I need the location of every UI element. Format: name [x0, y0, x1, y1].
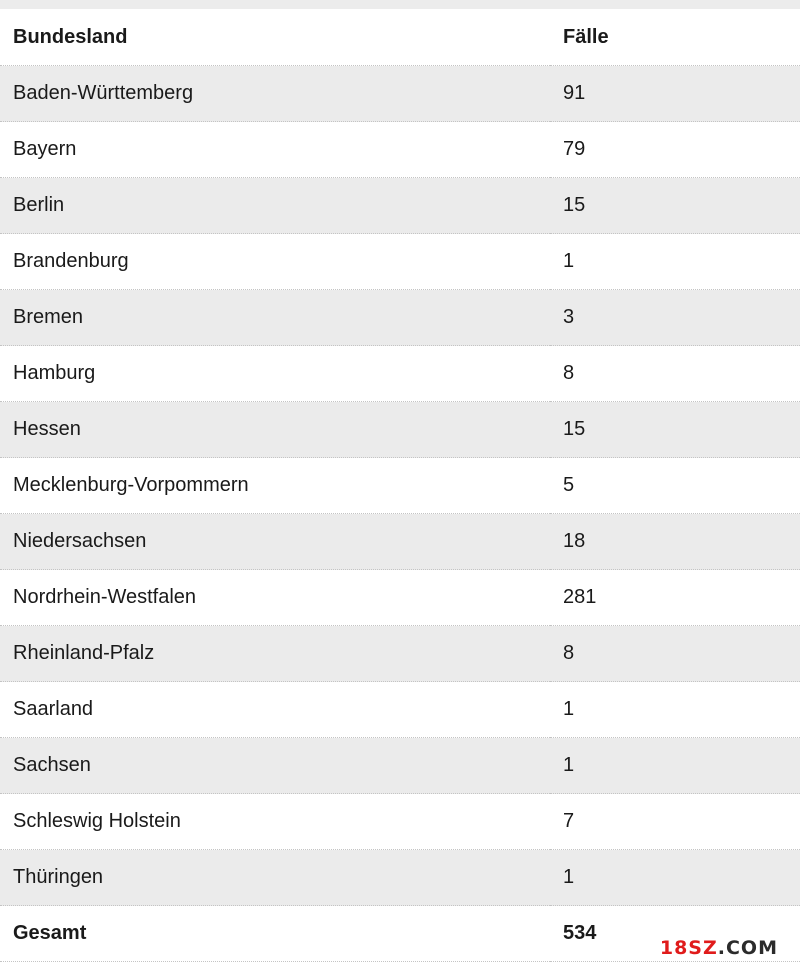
header-cases: Fälle: [550, 9, 800, 66]
table-row: [0, 234, 800, 290]
state-name: Bremen: [0, 290, 550, 346]
top-strip: [0, 0, 800, 9]
case-count: 18: [550, 514, 800, 570]
state-name: Hamburg: [0, 346, 550, 402]
table-row: [0, 794, 800, 850]
state-name: Sachsen: [0, 738, 550, 794]
table-header-row: [0, 9, 800, 66]
state-name: Hessen: [0, 402, 550, 458]
case-count: 8: [550, 346, 800, 402]
watermark-suffix: .COM: [717, 937, 778, 959]
case-count: 15: [550, 178, 800, 234]
table-row: [0, 626, 800, 682]
state-name: Nordrhein-Westfalen: [0, 570, 550, 626]
case-count: 7: [550, 794, 800, 850]
case-count: 1: [550, 850, 800, 906]
total-value: 534: [550, 906, 800, 962]
header-state: Bundesland: [0, 9, 550, 66]
table-row: [0, 122, 800, 178]
table-row: [0, 66, 800, 122]
table-row: [0, 402, 800, 458]
state-name: Mecklenburg-Vorpommern: [0, 458, 550, 514]
case-count: 1: [550, 234, 800, 290]
cases-by-state-table: [0, 9, 800, 962]
case-count: 5: [550, 458, 800, 514]
case-count: 1: [550, 738, 800, 794]
table-row: [0, 178, 800, 234]
total-label: Gesamt: [0, 906, 550, 962]
table-row: [0, 738, 800, 794]
state-name: Saarland: [0, 682, 550, 738]
table-row: [0, 290, 800, 346]
watermark-digits: 18SZ: [659, 937, 718, 959]
table-row: [0, 850, 800, 906]
case-count: 281: [550, 570, 800, 626]
state-name: Brandenburg: [0, 234, 550, 290]
table-row: [0, 682, 800, 738]
table-row: [0, 514, 800, 570]
case-count: 1: [550, 682, 800, 738]
table-row: [0, 570, 800, 626]
state-name: Schleswig Holstein: [0, 794, 550, 850]
table-row: [0, 458, 800, 514]
state-name: Rheinland-Pfalz: [0, 626, 550, 682]
case-count: 8: [550, 626, 800, 682]
case-count: 91: [550, 66, 800, 122]
state-name: Berlin: [0, 178, 550, 234]
site-watermark: [660, 937, 778, 959]
state-name: Bayern: [0, 122, 550, 178]
state-name: Baden-Württemberg: [0, 66, 550, 122]
table-row: [0, 346, 800, 402]
case-count: 3: [550, 290, 800, 346]
state-name: Niedersachsen: [0, 514, 550, 570]
case-count: 15: [550, 402, 800, 458]
state-name: Thüringen: [0, 850, 550, 906]
case-count: 79: [550, 122, 800, 178]
